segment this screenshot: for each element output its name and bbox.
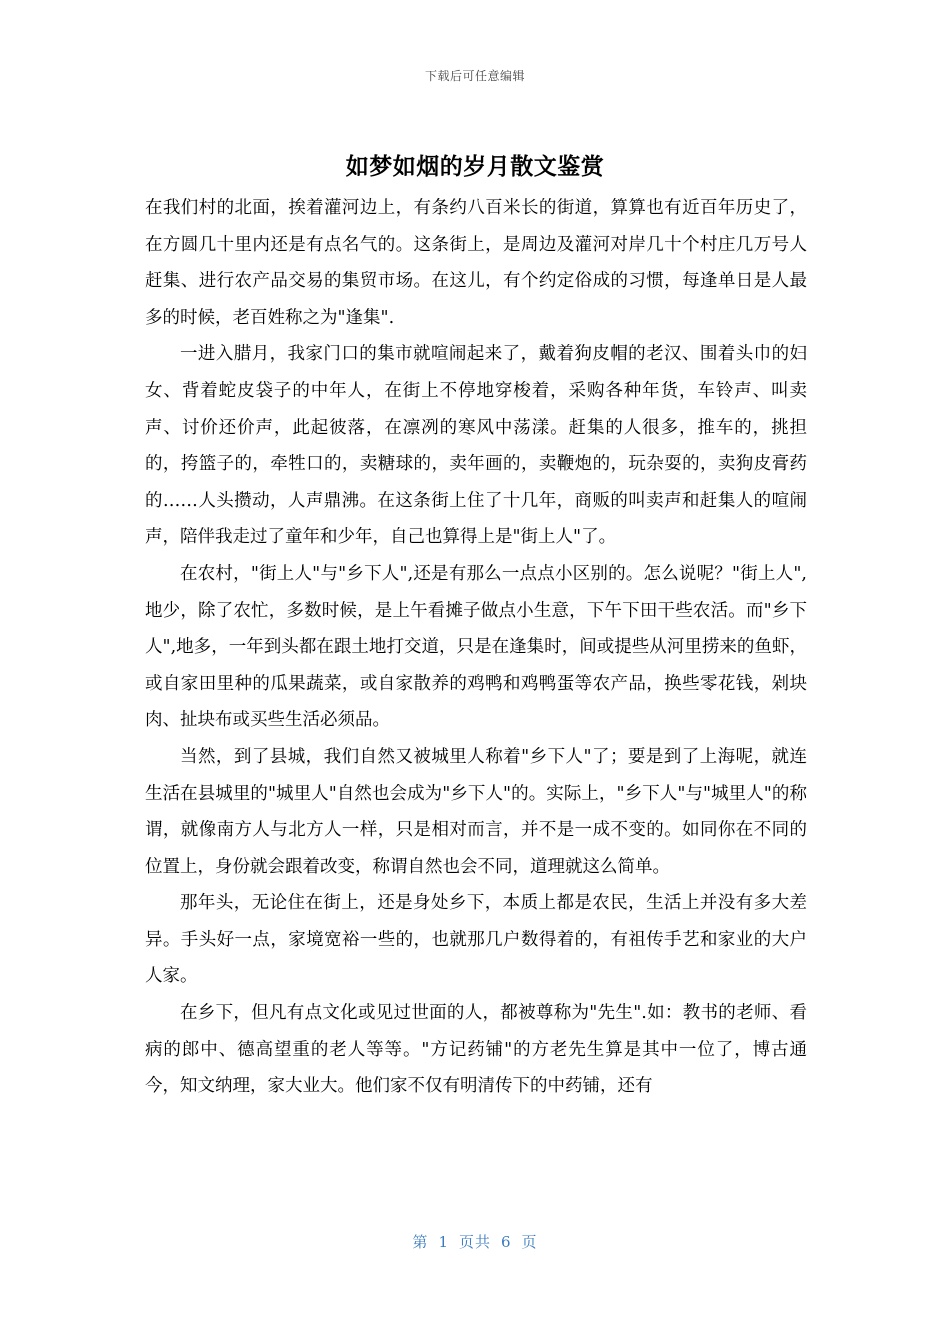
page-current-number: 1	[438, 1233, 449, 1251]
paragraph-6: 在乡下，但凡有点文化或见过世面的人，都被尊称为"先生".如：教书的老师、看病的郎中、德高望重的老人等等。"方记药铺"的方老先生算是其中一位了，博古通今，知文纳理，家大业大。他们家不仅有明清传下的中药铺，还有	[145, 1003, 807, 1097]
page-total-number: 6	[501, 1233, 512, 1251]
paragraph-5: 那年头，无论住在街上，还是身处乡下，本质上都是农民，生活上并没有多大差异。手头好一点，家境宽裕一些的，也就那几户数得着的，有祖传手艺和家业的大户人家。	[145, 893, 807, 987]
page-label-mid: 页共	[458, 1233, 491, 1251]
paragraph-3: 在农村，"街上人"与"乡下人",还是有那么一点点小区别的。怎么说呢？"街上人",地少，除了农忙，多数时候，是上午看摊子做点小生意，下午下田干些农活。而"乡下人",地多，一年到头都在跟土地打交道，只是在逢集时，间或提些从河里捞来的鱼虾，或自家田里种的瓜果蔬菜，或自家散养的鸡鸭和鸡鸭蛋等农产品，换些零花钱，剁块肉、扯块布或买些生活必须品。	[145, 563, 807, 731]
document-title: 如梦如烟的岁月散文鉴赏	[345, 154, 605, 180]
document-body	[145, 190, 807, 1105]
paragraph-1: 在我们村的北面，挨着灌河边上，有条约八百米长的街道，算算也有近百年历史了，在方圆几十里内还是有点名气的。这条街上，是周边及灌河对岸几十个村庄几万号人赶集、进行农产品交易的集贸市场。在这儿，有个约定俗成的习惯，每逢单日是人最多的时候，老百姓称之为"逢集".	[145, 198, 807, 328]
page-label-suffix: 页	[521, 1233, 538, 1251]
paragraph-2: 一进入腊月，我家门口的集市就喧闹起来了，戴着狗皮帽的老汉、围着头巾的妇女、背着蛇皮袋子的中年人，在街上不停地穿梭着，采购各种年货，车铃声、叫卖声、讨价还价声，此起彼落，在凛冽的寒风中荡漾。赶集的人很多，推车的，挑担的，挎篮子的，牵牲口的，卖糖球的，卖年画的，卖鞭炮的，玩杂耍的，卖狗皮膏药的……人头攒动，人声鼎沸。在这条街上住了十几年，商贩的叫卖声和赶集人的喧闹声，陪伴我走过了童年和少年，自己也算得上是"街上人"了。	[145, 344, 807, 548]
paragraph-4: 当然，到了县城，我们自然又被城里人称着"乡下人"了；要是到了上海呢，就连生活在县城里的"城里人"自然也会成为"乡下人"的。实际上，"乡下人"与"城里人"的称谓，就像南方人与北方人一样，只是相对而言，并不是一成不变的。如同你在不同的位置上，身份就会跟着改变，称谓自然也会不同，道理就这么简单。	[145, 746, 807, 877]
page-label-prefix: 第	[412, 1233, 429, 1251]
header-note: 下载后可任意编辑	[424, 69, 525, 83]
page-number-footer	[0, 1231, 950, 1252]
